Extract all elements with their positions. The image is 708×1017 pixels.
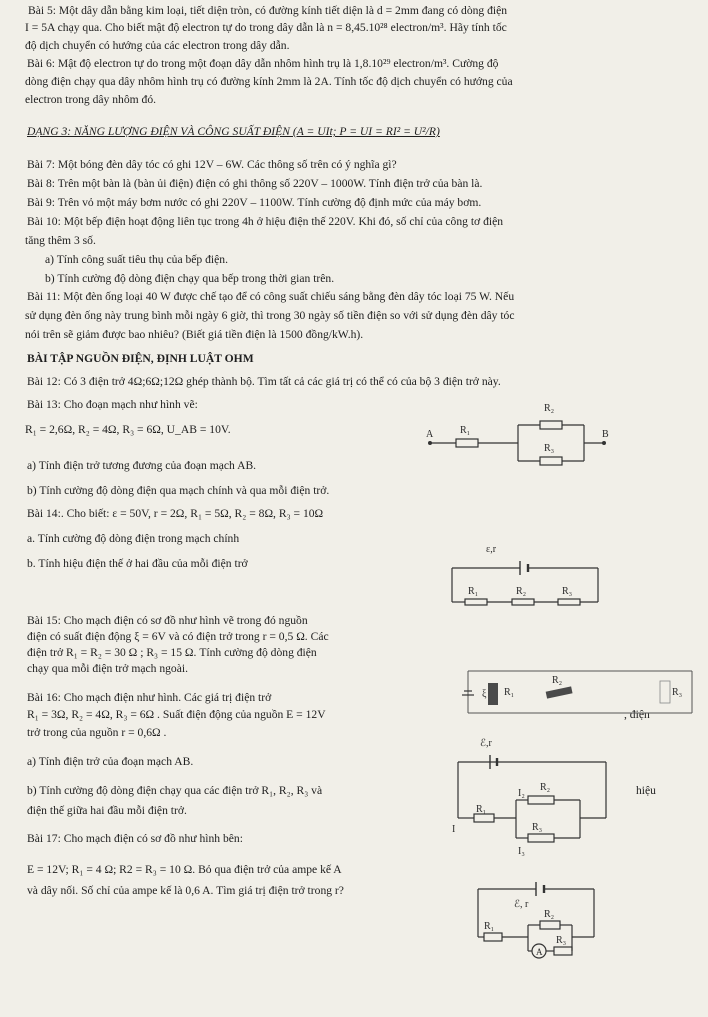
text-line: b. Tính hiệu điện thế ở hai đầu của mỗi điện trở — [27, 557, 248, 570]
text-line: Bài 9: Trên vỏ một máy bơm nước có ghi 220V – 1100W. Tính cường độ định mức của máy bơm. — [27, 196, 482, 209]
text-line: a) Tính điện trở của đoạn mạch AB. — [27, 755, 194, 768]
text-line: b) Tính cường độ dòng điện chạy qua bếp trong thời gian trên. — [45, 272, 335, 285]
text-line: Bài 14:. Cho biết: ε = 50V, r = 2Ω, R₁ = 5Ω, R₂ = 8Ω, R₃ = 10Ω — [27, 507, 324, 520]
r3-label: R₃ — [544, 443, 555, 454]
circuit-diagram-14 — [440, 540, 610, 612]
r3-label: R₃ — [556, 935, 567, 946]
node-a: A — [426, 429, 434, 440]
r3-label: R₃ — [672, 687, 683, 698]
r2-label: R₂ — [540, 782, 551, 793]
text-line: Bài 8: Trên một bàn là (bàn ủi điện) điện có ghi thông số 220V – 1000W. Tính điện trở của bàn là. — [27, 177, 483, 190]
text-line: điện có suất điện động ξ = 6V và có điện trở trong r = 0,5 Ω. Các — [27, 630, 329, 643]
text-line — [28, 4, 708, 18]
section-heading: DẠNG 3: NĂNG LƯỢNG ĐIỆN VÀ CÔNG SUẤT ĐIỆN (A = UIt; P = UI = RI² = U²/R) — [27, 125, 440, 138]
r2-label: R₂ — [544, 403, 555, 414]
r1-label: R₁ — [504, 687, 515, 698]
r1-label: R₁ — [468, 586, 479, 597]
text-line: a) Tính công suất tiêu thụ của bếp điện. — [45, 253, 228, 266]
r2-label: R₂ — [552, 675, 563, 686]
text-line: R₁ = 3Ω, R₂ = 4Ω, R₃ = 6Ω . Suất điện động của nguồn E = 12V — [27, 708, 326, 721]
current-i2-label: I₂ — [518, 788, 525, 799]
r1-label: R₁ — [484, 921, 495, 932]
ammeter-label: A — [536, 947, 543, 957]
source-label: ε,r — [486, 544, 497, 555]
text-line: điện thế giữa hai đầu mỗi điện trở. — [27, 804, 187, 817]
r3-label: R₃ — [532, 822, 543, 833]
side-text: hiệu — [636, 784, 656, 797]
text-line: Bài 11: Một đèn ống loại 40 W được chế tạo để có công suất chiếu sáng bằng đèn dây tóc loại 75 W. Nếu — [27, 290, 515, 303]
node-b: B — [602, 429, 609, 440]
text-line: b) Tính cường độ dòng điện chạy qua các điện trở R₁, R₂, R₃ và — [27, 784, 323, 797]
text-line: Bài 15: Cho mạch điện có sơ đồ như hình vẽ trong đó nguồn — [27, 614, 308, 627]
circuit-diagram-15 — [462, 663, 702, 719]
text-line: Bài 12: Có 3 điện trở 4Ω;6Ω;12Ω ghép thành bộ. Tìm tất cả các giá trị có thể có của bộ 3 điện trở này. — [27, 375, 501, 388]
text-line: electron trong dây nhôm đó. — [25, 93, 157, 106]
text-line: a. Tính cường độ dòng điện trong mạch chính — [27, 532, 240, 545]
text-line: Bài 10: Một bếp điện hoạt động liên tục trong 4h ở hiệu điện thế 220V. Khi đó, số chỉ của công tơ điện — [27, 215, 504, 228]
text-line: Bài 16: Cho mạch điện như hình. Các giá trị điện trở — [27, 691, 272, 704]
text-line: và dây nối. Số chỉ của ampe kế là 0,6 A. Tìm giá trị điện trở trong r? — [27, 884, 344, 897]
r2-label: R₂ — [516, 586, 527, 597]
circuit-diagram-17 — [470, 877, 620, 1017]
current-i3-label: I₃ — [518, 846, 525, 857]
text-line: R₁ = 2,6Ω, R₂ = 4Ω, R₃ = 6Ω, U_AB = 10V. — [25, 423, 231, 436]
r1-label: R₁ — [476, 804, 487, 815]
text-line: tăng thêm 3 số. — [25, 234, 96, 247]
text-line: sử dụng đèn ống này trung bình mỗi ngày 6 giờ, thì trong 30 ngày số tiền điện so với sử dụng đèn dây tóc — [25, 309, 515, 322]
source-label: ℰ,r — [480, 738, 492, 749]
text-line: nói trên sẽ giảm được bao nhiêu? (Biết giá tiền điện là 1500 đồng/kW.h). — [25, 328, 364, 341]
text-line: Bài 6: Mật độ electron tự do trong một đoạn dây dẫn nhôm hình trụ là 1,8.10²⁹ electron/m³. Cường độ — [27, 57, 499, 70]
text-line: a) Tính điện trở tương đương của đoạn mạch AB. — [27, 459, 257, 472]
circuit-diagram-16 — [420, 730, 620, 880]
text-line: Bài 17: Cho mạch điện có sơ đồ như hình bên: — [27, 832, 243, 845]
text-line: Bài 13: Cho đoạn mạch như hình vẽ: — [27, 398, 198, 411]
text-line: Bài 7: Một bóng đèn dây tóc có ghi 12V – 6W. Các thông số trên có ý nghĩa gì? — [27, 158, 397, 171]
text-line: độ dịch chuyển có hướng của các electron trong dây dẫn. — [25, 39, 290, 52]
source-label: ℰ, r — [514, 899, 529, 910]
text-line: điện trở R₁ = R₂ = 30 Ω ; R₃ = 15 Ω. Tính cường độ dòng điện — [27, 646, 317, 659]
side-text: , điện — [624, 708, 650, 721]
problem-5-label: Bài 5: Một dây dẫn bằng kim loại, tiết diện tròn, có đường kính tiết diện là d = 2mm đang có dòng điện — [28, 4, 508, 17]
r2-label: R₂ — [544, 909, 555, 920]
text-line: b) Tính cường độ dòng điện qua mạch chính và qua mỗi điện trở. — [27, 484, 330, 497]
r3-label: R₃ — [562, 586, 573, 597]
circuit-diagram-13 — [418, 395, 618, 485]
text-line: I = 5A chạy qua. Cho biết mật độ electron tự do trong dây dẫn là n = 8,45.10²⁸ electron/m³. Hãy tính tốc — [25, 21, 507, 34]
section-heading: BÀI TẬP NGUỒN ĐIỆN, ĐỊNH LUẬT OHM — [27, 352, 254, 365]
current-i-label: I — [452, 824, 456, 835]
text-line: dòng điện chạy qua dây nhôm hình trụ có đường kính 2mm là 2A. Tính tốc độ dịch chuyển có hướng của — [25, 75, 513, 88]
text-line: chạy qua mỗi điện trở mạch ngoài. — [27, 662, 188, 675]
text-line: E = 12V; R₁ = 4 Ω; R2 = R₃ = 10 Ω. Bỏ qua điện trở của ampe kế A — [27, 863, 342, 876]
r1-label: R₁ — [460, 425, 471, 436]
source-label: ξ — [482, 689, 487, 700]
text-line: trở trong của nguồn r = 0,6Ω . — [27, 726, 167, 739]
